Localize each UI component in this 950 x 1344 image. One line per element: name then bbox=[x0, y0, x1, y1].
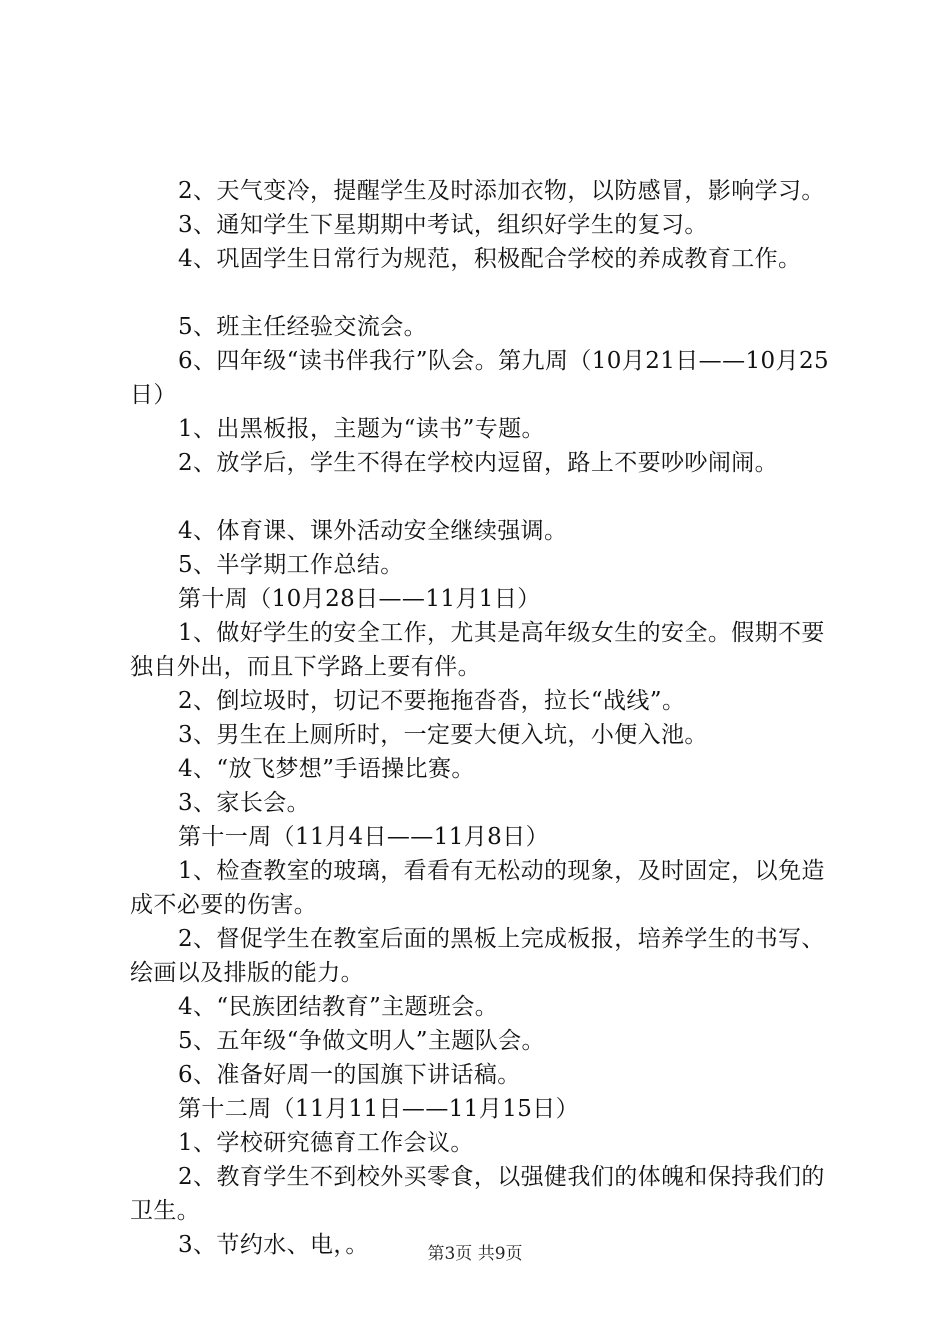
paragraph: 3、节约水、电，。 bbox=[178, 1232, 369, 1258]
paragraph: 第十一周（11月4日——11月8日） bbox=[178, 824, 549, 850]
paragraph: 2、天气变冷，提醒学生及时添加衣物，以防感冒，影响学习。 bbox=[178, 178, 825, 204]
paragraph: 2、教育学生不到校外买零食，以强健我们的体魄和保持我们的卫生。 bbox=[130, 1164, 825, 1224]
paragraph: 6、四年级“读书伴我行”队会。第九周（10月21日——10月25日） bbox=[130, 348, 830, 408]
paragraph: 5、半学期工作总结。 bbox=[178, 552, 404, 578]
paragraph: 1、检查教室的玻璃，看看有无松动的现象，及时固定，以免造成不必要的伤害。 bbox=[130, 858, 825, 918]
paragraph: 4、体育课、课外活动安全继续强调。 bbox=[178, 518, 568, 544]
paragraph: 4、“民族团结教育”主题班会。 bbox=[178, 994, 499, 1020]
paragraph: 5、班主任经验交流会。 bbox=[178, 314, 428, 340]
paragraph: 2、倒垃圾时，切记不要拖拖沓沓，拉长“战线”。 bbox=[178, 688, 686, 714]
paragraph: 3、男生在上厕所时，一定要大便入坑，小便入池。 bbox=[178, 722, 708, 748]
paragraph: 5、五年级“争做文明人”主题队会。 bbox=[178, 1028, 545, 1054]
blank-line bbox=[130, 276, 835, 310]
paragraph: 1、学校研究德育工作会议。 bbox=[178, 1130, 474, 1156]
paragraph: 6、准备好周一的国旗下讲话稿。 bbox=[178, 1062, 521, 1088]
page-footer: 第3页 共9页 bbox=[427, 1244, 523, 1264]
paragraph: 2、放学后，学生不得在学校内逗留，路上不要吵吵闹闹。 bbox=[178, 450, 779, 476]
paragraph: 3、家长会。 bbox=[178, 790, 311, 816]
paragraph: 4、“放飞梦想”手语操比赛。 bbox=[178, 756, 475, 782]
paragraph: 1、出黑板报，主题为“读书”专题。 bbox=[178, 416, 545, 442]
paragraph: 第十周（10月28日——11月1日） bbox=[178, 586, 541, 612]
paragraph: 3、通知学生下星期期中考试，组织好学生的复习。 bbox=[178, 212, 708, 238]
paragraph: 2、督促学生在教室后面的黑板上完成板报，培养学生的书写、绘画以及排版的能力。 bbox=[130, 926, 825, 986]
paragraph: 4、巩固学生日常行为规范，积极配合学校的养成教育工作。 bbox=[178, 246, 802, 272]
document-body bbox=[130, 174, 835, 1262]
paragraph: 1、做好学生的安全工作，尤其是高年级女生的安全。假期不要独自外出，而且下学路上要有伴。 bbox=[130, 620, 825, 680]
blank-line bbox=[130, 480, 835, 514]
paragraph: 第十二周（11月11日——11月15日） bbox=[178, 1096, 580, 1122]
